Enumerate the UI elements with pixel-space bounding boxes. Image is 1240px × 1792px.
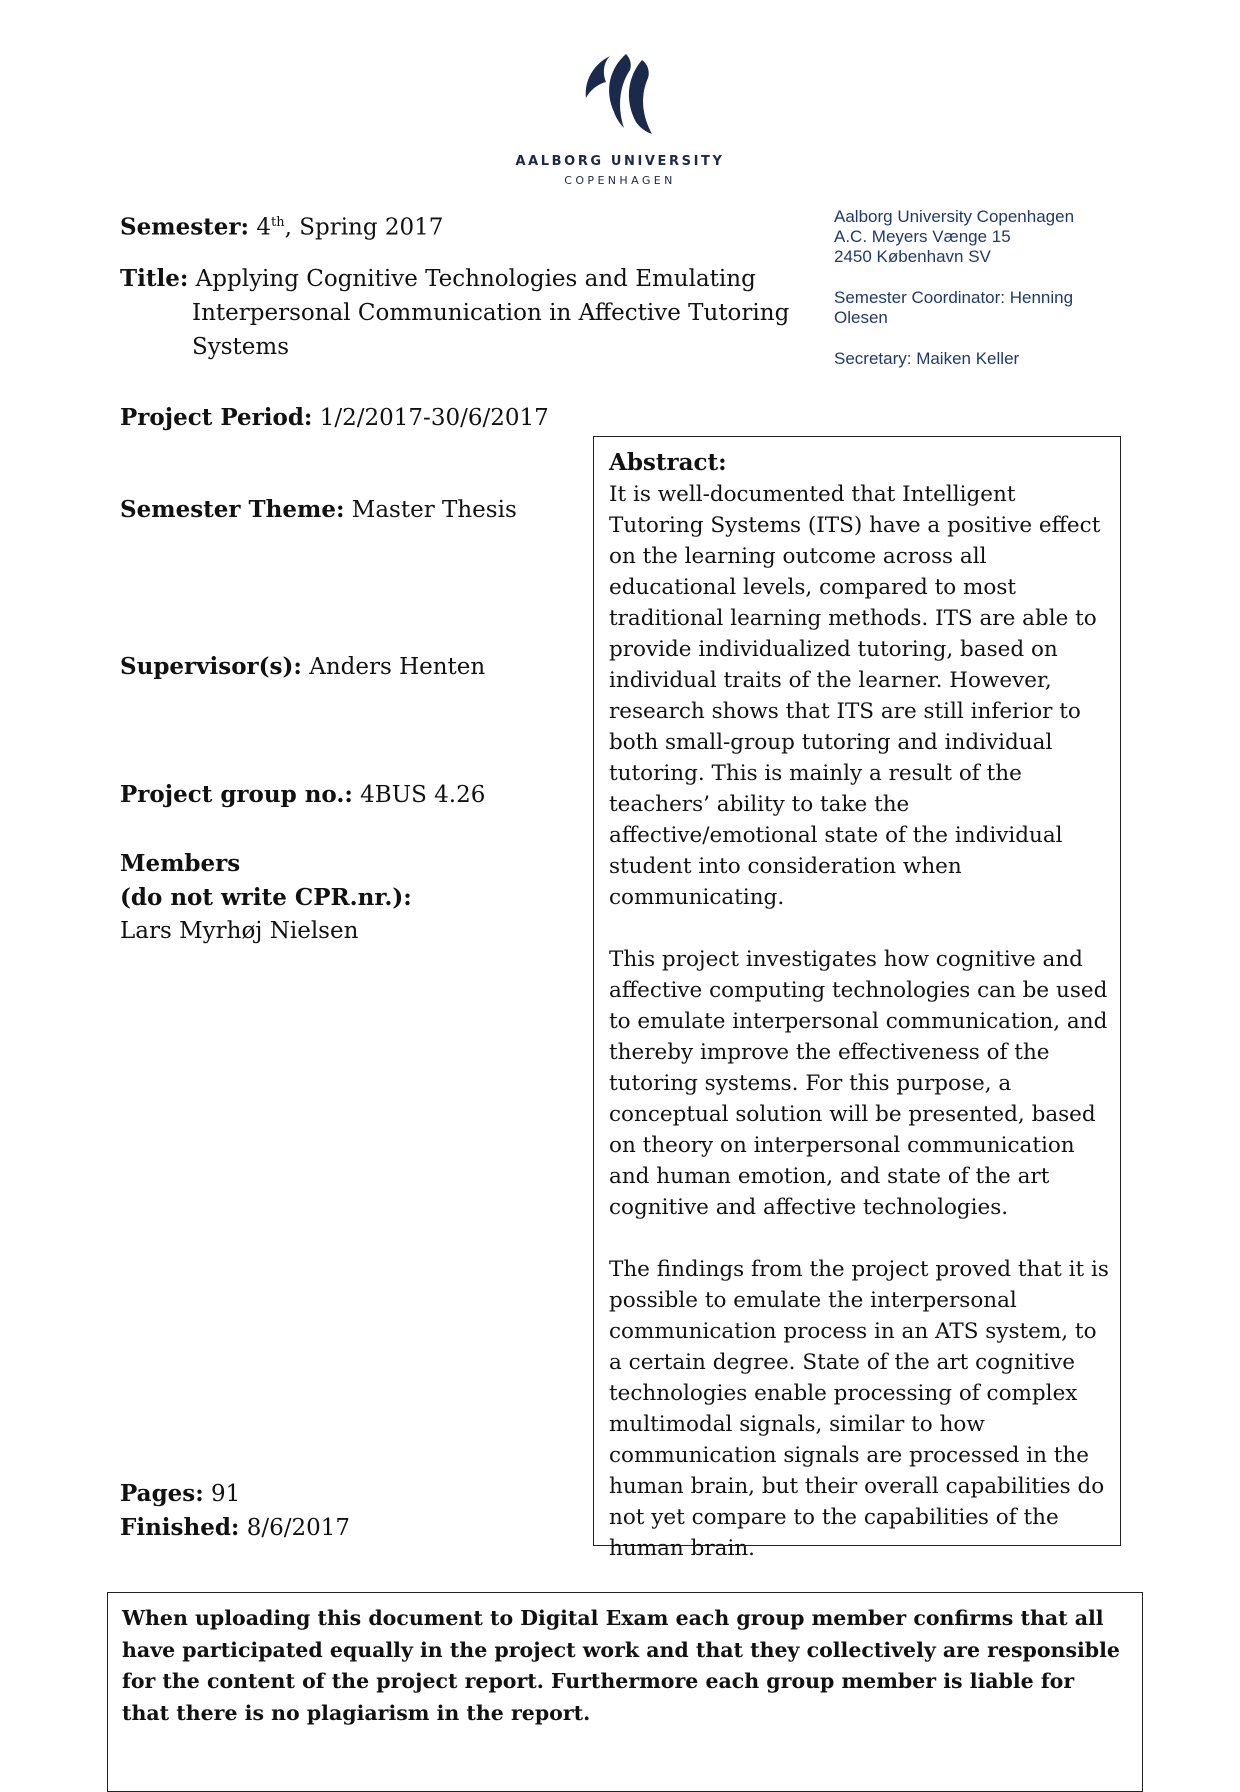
pages-field bbox=[120, 1477, 350, 1545]
members-label: Members bbox=[120, 850, 241, 877]
project-period-label: Project Period: bbox=[120, 404, 313, 431]
aau-wave-logo-icon bbox=[580, 50, 660, 134]
title-label: Title: bbox=[120, 265, 189, 292]
semester-label: Semester: bbox=[120, 213, 250, 241]
abstract-box bbox=[593, 436, 1121, 1561]
project-group-field bbox=[120, 778, 485, 812]
address-line-3: 2450 København SV bbox=[834, 247, 991, 266]
semester-coordinator: Semester Coordinator: Henning Olesen bbox=[834, 288, 1074, 327]
title-field bbox=[120, 262, 800, 364]
semester-theme-value: Master Thesis bbox=[351, 497, 517, 523]
declaration-text: When uploading this document to Digital Exam each group member confirms that all have participated equally in the project work and that they collectively are responsible for the content of the project report. Furthermore each group member is liable for that there is no plagiarism in the report. bbox=[122, 1606, 1120, 1725]
campus-name: COPENHAGEN bbox=[564, 174, 676, 187]
supervisor-field bbox=[120, 650, 485, 684]
semester-field bbox=[120, 206, 443, 245]
secretary: Secretary: Maiken Keller bbox=[834, 349, 1020, 368]
title-line-3: Systems bbox=[192, 334, 290, 360]
members-note: (do not write CPR.nr.): bbox=[120, 884, 412, 911]
project-group-value: 4BUS 4.26 bbox=[360, 782, 486, 808]
project-period-field bbox=[120, 401, 549, 435]
project-group-label: Project group no.: bbox=[120, 781, 353, 808]
supervisor-label: Supervisor(s): bbox=[120, 653, 302, 680]
university-name: AALBORG UNIVERSITY bbox=[515, 154, 725, 169]
finished-label: Finished: bbox=[120, 1514, 240, 1541]
declaration-box bbox=[107, 1592, 1143, 1792]
title-line-1: Applying Cognitive Technologies and Emulating bbox=[195, 266, 756, 292]
supervisor-value: Anders Henten bbox=[309, 654, 486, 680]
member-name: Lars Myrhøj Nielsen bbox=[120, 918, 359, 944]
abstract-paragraph-3: The findings from the project proved that it is possible to emulate the interpersonal communication process in an ATS system, to a certain degree. State of the art cognitive technologies enable processing of complex multimodal signals, similar to how communication signals are processed in the human brain, but their overall capabilities do not yet compare to the capabilities of the human brain. bbox=[609, 1257, 1109, 1561]
abstract-heading: Abstract: bbox=[609, 449, 727, 476]
abstract-paragraph-2: This project investigates how cognitive and affective computing technologies can be used to emulate interpersonal communication, and thereby improve the effectiveness of the tutoring systems. For this purpose, a conceptual solution will be presented, based on theory on interpersonal communication and human emotion, and state of the art cognitive and affective technologies. bbox=[609, 947, 1108, 1220]
semester-ordinal: th bbox=[270, 215, 285, 230]
finished-value: 8/6/2017 bbox=[246, 1515, 351, 1541]
semester-number: 4 bbox=[256, 214, 271, 241]
members-field bbox=[120, 847, 412, 948]
semester-theme-label: Semester Theme: bbox=[120, 496, 345, 523]
address-block bbox=[834, 207, 1134, 369]
address-line-1: Aalborg University Copenhagen bbox=[834, 207, 1075, 226]
project-period-value: 1/2/2017-30/6/2017 bbox=[319, 405, 549, 431]
address-line-2: A.C. Meyers Vænge 15 bbox=[834, 227, 1011, 246]
abstract-paragraph-1: It is well-documented that Intelligent Tutoring Systems (ITS) have a positive effect on the learning outcome across all educational levels, compared to most traditional learning methods. ITS are able to provide individualized tutoring, based on individual traits of the learner. However, research shows that ITS are still inferior to both small-group tutoring and individual tutoring. This is mainly a result of the teachers’ ability to take the affective/emotional state of the individual student into consideration when communicating. bbox=[609, 482, 1101, 910]
title-line-2: Interpersonal Communication in Affective Tutoring bbox=[192, 300, 790, 326]
semester-value: , Spring 2017 bbox=[284, 214, 444, 241]
pages-value: 91 bbox=[211, 1481, 241, 1507]
pages-label: Pages: bbox=[120, 1480, 204, 1507]
semester-theme-field bbox=[120, 493, 517, 527]
